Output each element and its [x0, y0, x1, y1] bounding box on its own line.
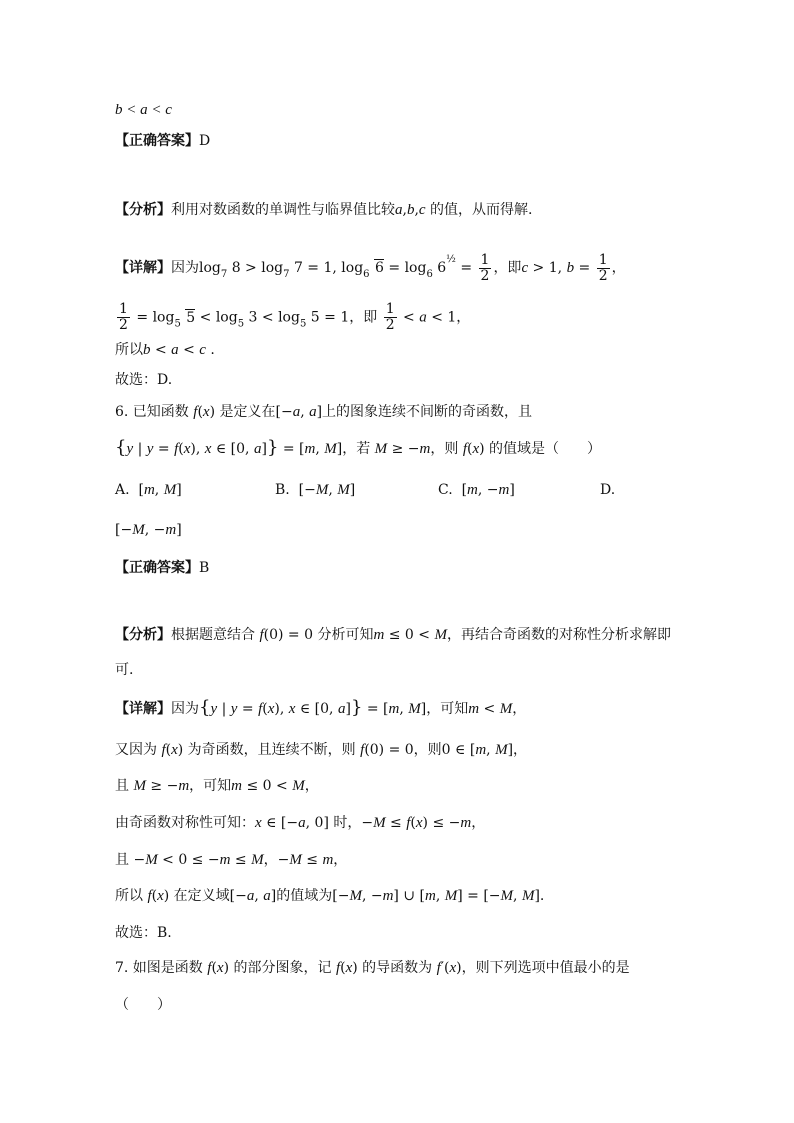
q5-detail-line1: 【详解】因为$\log_7 8 > \log_7 7 = 1$, $\log_6 6 = \log_6 6^{\frac{1}{2}}$ = $\frac{1}{2}$ ，即c > 1, b = $\frac{1}{2}$ ，	[115, 251, 626, 284]
q5-correct-answer	[115, 131, 210, 151]
q7-stem-line2: （ ）	[115, 997, 171, 1013]
q6-correct-answer	[115, 558, 209, 578]
q5-detail-label: 【详解】	[115, 260, 171, 276]
q5-analysis-label: 【分析】	[115, 202, 171, 218]
q7-stem-line1: 7. 如图是函数 f(x) 的部分图象，记 f(x) 的导函数为 f′(x)，则下列选项中值最小的是	[115, 960, 630, 976]
q6-detail-line1: 【详解】因为{y | y = f(x), x ∈ [0, a]} = [m, M]，可知m < M，	[115, 697, 527, 718]
q6-detail-label: 【详解】	[115, 701, 171, 717]
q6-stem-line2: {y | y = f(x), x ∈ [0, a]} = [m, M]，若 M ≥ −m，则 f(x) 的值域是（ ）	[115, 437, 602, 458]
q5-choose: 故选：D.	[115, 372, 173, 388]
q6-analysis-line2: 可.	[115, 662, 134, 678]
q6-option-b[interactable]: B. [−M, M]	[275, 482, 356, 498]
q5-analysis-text: 利用对数函数的单调性与临界值比较a,b,c 的值，从而得解.	[171, 202, 533, 218]
q6-option-d[interactable]: D.	[600, 482, 616, 498]
q6-answer-value: B	[199, 560, 210, 576]
q5-analysis	[115, 200, 532, 220]
q5-detail-line3: 所以b < a < c .	[115, 342, 215, 358]
q6-analysis-label: 【分析】	[115, 627, 171, 643]
q5-answer-label: 【正确答案】	[115, 133, 199, 149]
q6-option-a[interactable]: A. [m, M]	[115, 482, 182, 498]
q6-choose: 故选：B.	[115, 925, 172, 941]
q6-detail-line6: 所以 f(x) 在定义域[−a, a]的值域为[−M, −m] ∪ [m, M] = [−M, M].	[115, 888, 545, 904]
q6-stem-line1: 6. 已知函数 f(x) 是定义在[−a, a]上的图象连续不间断的奇函数，且	[115, 404, 533, 420]
q6-answer-label: 【正确答案】	[115, 560, 199, 576]
q5-answer-value: D	[199, 133, 211, 149]
q5-detail-line2: $\frac{1}{2}$ = $\log_5 5 < \log_5 3 < \log_5 5 = 1$，即 $\frac{1}{2}$ < a < 1，	[119, 301, 471, 333]
q6-detail-line2: 又因为 f(x) 为奇函数，且连续不断，则 f(0) = 0，则0 ∈ [m, M]，	[115, 742, 528, 758]
q6-option-c[interactable]: C. [m, −m]	[438, 482, 515, 498]
q6-analysis-line1: 【分析】根据题意结合 f(0) = 0 分析可知m ≤ 0 < M，再结合奇函数的对称性分析求解即	[115, 627, 671, 643]
q6-option-d-value: [−M, −m]	[115, 522, 182, 538]
previous-option-text: b < a < c	[115, 102, 172, 118]
q6-detail-line5: 且 −M < 0 ≤ −m ≤ M，−M ≤ m，	[115, 852, 348, 868]
q6-detail-line3: 且 M ≥ −m，可知m ≤ 0 < M，	[115, 778, 319, 794]
q6-detail-line4: 由奇函数对称性可知：x ∈ [−a, 0] 时，−M ≤ f(x) ≤ −m，	[115, 815, 486, 831]
